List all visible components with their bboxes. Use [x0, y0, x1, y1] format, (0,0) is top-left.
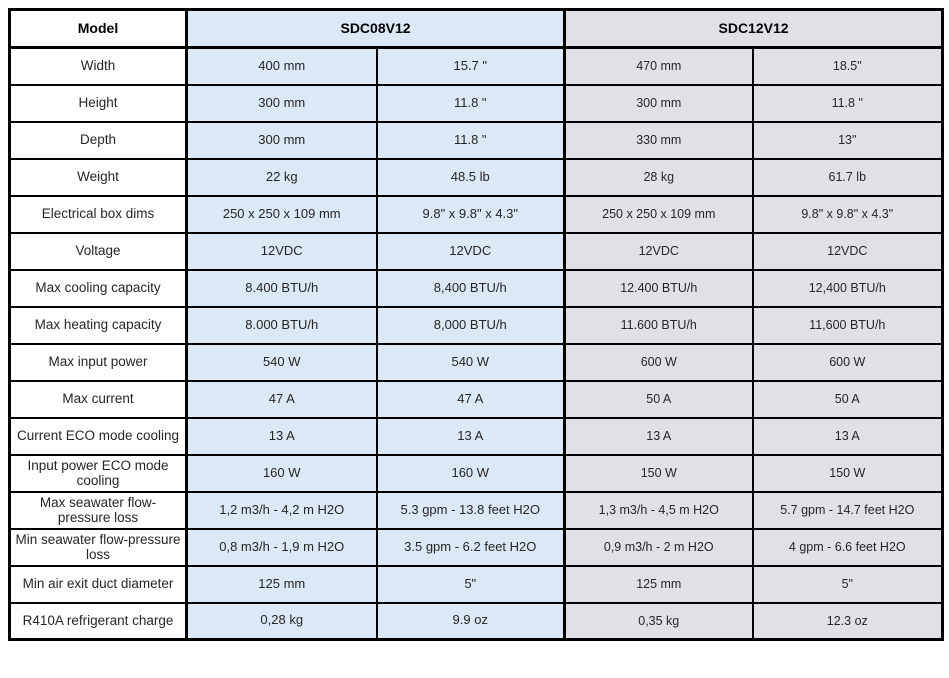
- value-b-imperial-cell: 5": [753, 566, 943, 603]
- value-a-imperial-cell: 15.7 ": [377, 48, 565, 85]
- value-a-metric-cell: 8.400 BTU/h: [187, 270, 377, 307]
- table-row: [10, 492, 943, 529]
- table-row: [10, 48, 943, 85]
- row-label: Max seawater flow-pressure loss: [10, 492, 187, 529]
- table-row: [10, 603, 943, 640]
- row-label: R410A refrigerant charge: [10, 603, 187, 640]
- row-label: Height: [10, 85, 187, 122]
- table-row: [10, 270, 943, 307]
- value-a-metric-cell: 0,28 kg: [187, 603, 377, 640]
- value-b-metric-cell: 28 kg: [565, 159, 753, 196]
- row-label: Electrical box dims: [10, 196, 187, 233]
- value-b-imperial-cell: 12VDC: [753, 233, 943, 270]
- value-a-metric-cell: 540 W: [187, 344, 377, 381]
- value-b-metric-cell: 1,3 m3/h - 4,5 m H2O: [565, 492, 753, 529]
- row-label: Max input power: [10, 344, 187, 381]
- table-row: [10, 418, 943, 455]
- spec-table-body: [10, 48, 943, 640]
- value-a-imperial-cell: 540 W: [377, 344, 565, 381]
- model-a-header: SDC08V12: [187, 10, 565, 48]
- value-b-imperial-cell: 9.8" x 9.8" x 4.3": [753, 196, 943, 233]
- table-row: [10, 307, 943, 344]
- value-b-metric-cell: 0,35 kg: [565, 603, 753, 640]
- value-a-imperial-cell: 48.5 lb: [377, 159, 565, 196]
- value-b-metric-cell: 13 A: [565, 418, 753, 455]
- value-a-metric-cell: 12VDC: [187, 233, 377, 270]
- value-b-metric-cell: 0,9 m3/h - 2 m H2O: [565, 529, 753, 566]
- value-b-metric-cell: 50 A: [565, 381, 753, 418]
- value-a-imperial-cell: 3.5 gpm - 6.2 feet H2O: [377, 529, 565, 566]
- value-b-metric-cell: 600 W: [565, 344, 753, 381]
- value-a-metric-cell: 400 mm: [187, 48, 377, 85]
- table-row: [10, 455, 943, 492]
- row-label: Min seawater flow-pressure loss: [10, 529, 187, 566]
- value-b-imperial-cell: 13": [753, 122, 943, 159]
- header-row: [10, 10, 943, 48]
- value-b-metric-cell: 125 mm: [565, 566, 753, 603]
- value-a-imperial-cell: 12VDC: [377, 233, 565, 270]
- value-a-imperial-cell: 11.8 ": [377, 122, 565, 159]
- row-label: Max cooling capacity: [10, 270, 187, 307]
- value-b-imperial-cell: 12.3 oz: [753, 603, 943, 640]
- value-a-metric-cell: 300 mm: [187, 85, 377, 122]
- row-label: Current ECO mode cooling: [10, 418, 187, 455]
- table-row: [10, 566, 943, 603]
- value-b-imperial-cell: 600 W: [753, 344, 943, 381]
- value-a-metric-cell: 125 mm: [187, 566, 377, 603]
- value-a-imperial-cell: 47 A: [377, 381, 565, 418]
- table-row: [10, 344, 943, 381]
- value-a-imperial-cell: 8,000 BTU/h: [377, 307, 565, 344]
- value-b-imperial-cell: 12,400 BTU/h: [753, 270, 943, 307]
- row-label: Input power ECO mode cooling: [10, 455, 187, 492]
- value-a-metric-cell: 47 A: [187, 381, 377, 418]
- value-a-metric-cell: 13 A: [187, 418, 377, 455]
- value-a-imperial-cell: 5.3 gpm - 13.8 feet H2O: [377, 492, 565, 529]
- value-b-imperial-cell: 61.7 lb: [753, 159, 943, 196]
- table-row: [10, 85, 943, 122]
- value-a-imperial-cell: 13 A: [377, 418, 565, 455]
- value-b-imperial-cell: 150 W: [753, 455, 943, 492]
- value-a-imperial-cell: 11.8 ": [377, 85, 565, 122]
- value-a-imperial-cell: 160 W: [377, 455, 565, 492]
- row-label: Depth: [10, 122, 187, 159]
- table-row: [10, 159, 943, 196]
- value-b-metric-cell: 250 x 250 x 109 mm: [565, 196, 753, 233]
- value-a-metric-cell: 250 x 250 x 109 mm: [187, 196, 377, 233]
- value-b-imperial-cell: 11.8 ": [753, 85, 943, 122]
- table-row: [10, 529, 943, 566]
- row-label: Max current: [10, 381, 187, 418]
- row-label: Width: [10, 48, 187, 85]
- value-b-imperial-cell: 4 gpm - 6.6 feet H2O: [753, 529, 943, 566]
- value-b-imperial-cell: 50 A: [753, 381, 943, 418]
- value-a-metric-cell: 8.000 BTU/h: [187, 307, 377, 344]
- value-b-imperial-cell: 11,600 BTU/h: [753, 307, 943, 344]
- table-row: [10, 381, 943, 418]
- value-a-metric-cell: 22 kg: [187, 159, 377, 196]
- value-b-metric-cell: 12VDC: [565, 233, 753, 270]
- value-b-metric-cell: 330 mm: [565, 122, 753, 159]
- value-b-metric-cell: 300 mm: [565, 85, 753, 122]
- value-b-metric-cell: 470 mm: [565, 48, 753, 85]
- value-a-imperial-cell: 8,400 BTU/h: [377, 270, 565, 307]
- row-label: Max heating capacity: [10, 307, 187, 344]
- table-row: [10, 233, 943, 270]
- value-a-metric-cell: 300 mm: [187, 122, 377, 159]
- table-row: [10, 122, 943, 159]
- value-a-imperial-cell: 5": [377, 566, 565, 603]
- spec-table: [8, 8, 944, 641]
- value-b-metric-cell: 150 W: [565, 455, 753, 492]
- row-label: Voltage: [10, 233, 187, 270]
- model-column-header: Model: [10, 10, 187, 48]
- table-row: [10, 196, 943, 233]
- value-a-imperial-cell: 9.9 oz: [377, 603, 565, 640]
- row-label: Min air exit duct diameter: [10, 566, 187, 603]
- model-b-header: SDC12V12: [565, 10, 943, 48]
- value-a-imperial-cell: 9.8" x 9.8" x 4.3": [377, 196, 565, 233]
- value-b-metric-cell: 12.400 BTU/h: [565, 270, 753, 307]
- value-a-metric-cell: 0,8 m3/h - 1,9 m H2O: [187, 529, 377, 566]
- value-b-imperial-cell: 13 A: [753, 418, 943, 455]
- value-a-metric-cell: 1,2 m3/h - 4,2 m H2O: [187, 492, 377, 529]
- value-b-metric-cell: 11.600 BTU/h: [565, 307, 753, 344]
- value-b-imperial-cell: 5.7 gpm - 14.7 feet H2O: [753, 492, 943, 529]
- value-a-metric-cell: 160 W: [187, 455, 377, 492]
- row-label: Weight: [10, 159, 187, 196]
- value-b-imperial-cell: 18.5": [753, 48, 943, 85]
